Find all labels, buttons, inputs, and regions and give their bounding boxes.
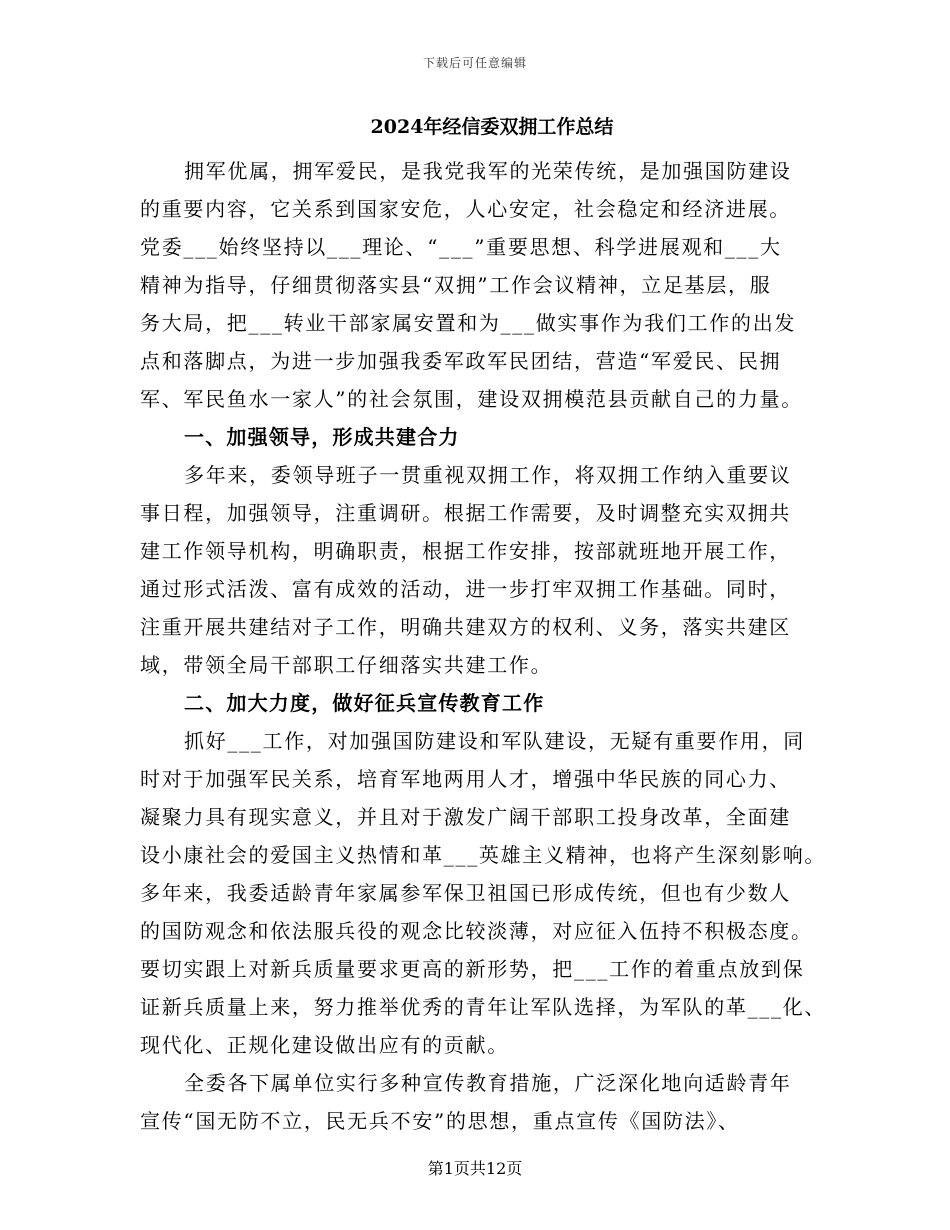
text-line: 点和落脚点，为进一步加强我委军政军民团结，营造“军爱民、民拥 xyxy=(140,349,782,373)
text-line: 精神为指导，仔细贯彻落实县“双拥”工作会议精神，立足基层，服 xyxy=(140,273,772,297)
text-line: 宣传“国无防不立，民无兵不安”的思想，重点宣传《国防法》、 xyxy=(140,1109,740,1133)
section-2-paragraph-1 xyxy=(140,722,827,1064)
document-body xyxy=(140,112,827,1140)
document-title: 2024年经信委双拥工作总结 xyxy=(370,116,614,138)
text-line: 要切实跟上对新兵质量要求更高的新形势，把___工作的着重点放到保 xyxy=(140,957,805,981)
text-line: 多年来，委领导班子一贯重视双拥工作，将双拥工作纳入重要议 xyxy=(184,463,792,487)
text-line: 的重要内容，它关系到国家安危，人心安定，社会稳定和经济进展。 xyxy=(140,197,791,221)
text-line: 注重开展共建结对子工作，明确共建双方的权利、义务，落实共建区 xyxy=(140,615,791,639)
intro-paragraph xyxy=(140,152,816,418)
text-line: 建工作领导机构，明确职责，根据工作安排，按部就班地开展工作， xyxy=(140,539,791,563)
text-line: 务大局，把___转业干部家属安置和为___做实事作为我们工作的出发 xyxy=(140,311,797,335)
text-line: 证新兵质量上来，努力推举优秀的青年让军队选择，为军队的革___化、 xyxy=(140,995,827,1019)
text-line: 军、军民鱼水一家人”的社会氛围，建设双拥模范县贡献自己的力量。 xyxy=(140,387,803,411)
section-2-heading: 二、加大力度，做好征兵宣传教育工作 xyxy=(184,691,545,715)
text-line: 凝聚力具有现实意义，并且对于激发广阔干部职工投身改革，全面建 xyxy=(140,805,791,829)
text-line: 域，带领全局干部职工仔细落实共建工作。 xyxy=(140,653,553,677)
text-line: 抓好___工作，对加强国防建设和军队建设，无疑有重要作用，同 xyxy=(184,729,805,753)
header-note: 下载后可任意编辑 xyxy=(422,56,527,70)
text-line: 拥军优属，拥军爱民，是我党我军的光荣传统，是加强国防建设 xyxy=(184,159,792,183)
text-line: 设小康社会的爱国主义热情和革___英雄主义精神，也将产生深刻影响。 xyxy=(140,843,827,867)
text-line: 时对于加强军民关系，培育军地两用人才，增强中华民族的同心力、 xyxy=(140,767,791,791)
text-line: 现代化、正规化建设做出应有的贡献。 xyxy=(140,1033,509,1057)
section-2-paragraph-2 xyxy=(140,1064,816,1140)
text-line: 事日程，加强领导，注重调研。根据工作需要，及时调整充实双拥共 xyxy=(140,501,791,525)
text-line: 党委___始终坚持以___理论、“___”重要思想、科学进展观和___大 xyxy=(140,235,782,259)
section-1-paragraph xyxy=(140,456,816,684)
text-line: 全委各下属单位实行多种宣传教育措施，广泛深化地向适龄青年 xyxy=(184,1071,792,1095)
text-line: 多年来，我委适龄青年家属参军保卫祖国已形成传统，但也有少数人 xyxy=(140,881,791,905)
text-line: 的国防观念和依法服兵役的观念比较淡薄，对应征入伍持不积极态度。 xyxy=(140,919,813,943)
text-line: 通过形式活泼、富有成效的活动，进一步打牢双拥工作基础。同时， xyxy=(140,577,791,601)
page-footer: 第1页共12页 xyxy=(427,1159,523,1178)
section-1-heading: 一、加强领导，形成共建合力 xyxy=(184,425,460,449)
